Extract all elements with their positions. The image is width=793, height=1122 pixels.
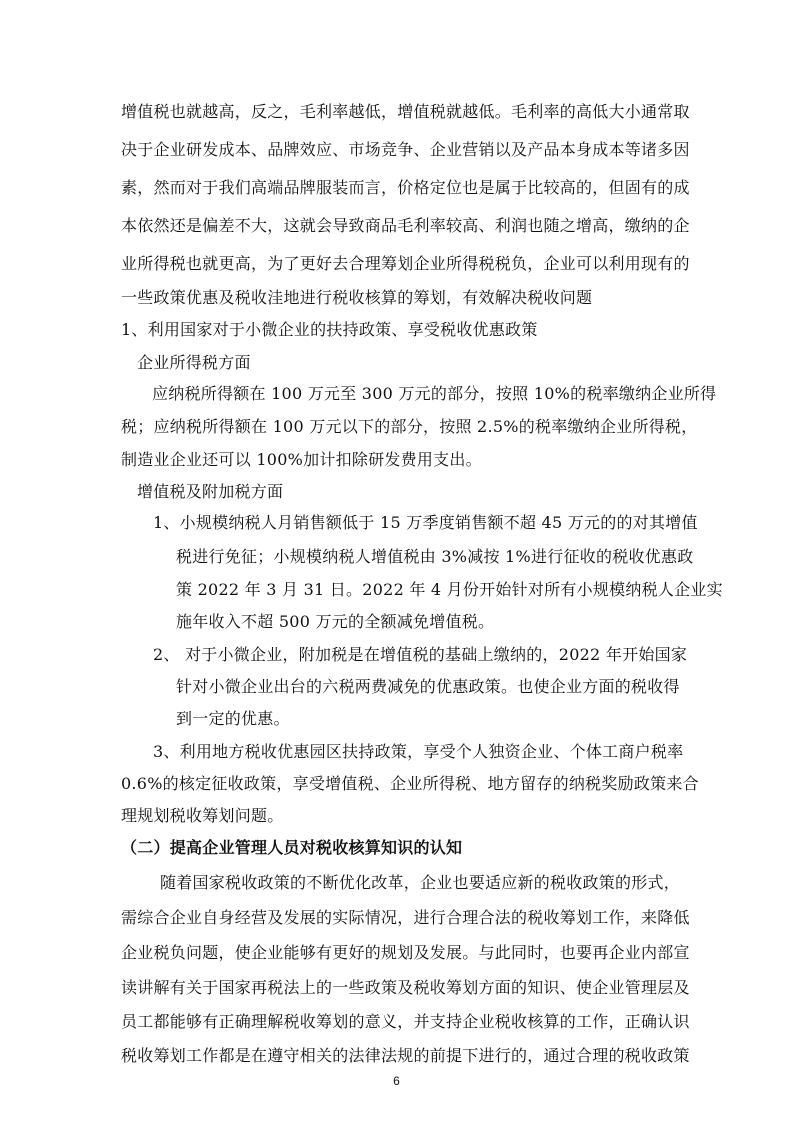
text-line: 业所得税也就更高，为了更好去合理筹划企业所得税税负，企业可以利用现有的 (121, 254, 690, 273)
chapter-heading: （二）提高企业管理人员对税收核算知识的认知 (121, 838, 463, 857)
text-line: 员工都能够有正确理解税收筹划的意义，并支持企业税收核算的工作，正确认识 (121, 1012, 690, 1031)
text-line: 税收筹划工作都是在遵守相关的法律法规的前提下进行的，通过合理的税收政策 (121, 1046, 690, 1065)
text-line: 决于企业研发成本、品牌效应、市场竞争、企业营销以及产品本身成本等诸多因 (121, 140, 690, 159)
text-line: 制造业企业还可以 100%加计扣除研发费用支出。 (121, 450, 482, 469)
text-line: 读讲解有关于国家再税法上的一些政策及税收筹划方面的知识、使企业管理层及 (121, 978, 690, 997)
text-line: 素，然而对于我们高端品牌服装而言，价格定位也是属于比较高的，但固有的成 (121, 178, 690, 197)
text-line: 3、利用地方税收优惠园区扶持政策，享受个人独资企业、个体工商户税率 (153, 742, 684, 761)
list-item-text: 施年收入不超 500 万元的全额减免增值税。 (176, 612, 495, 631)
sub-heading: 企业所得税方面 (137, 353, 251, 372)
text-line: 企业税负问题，使企业能够有更好的规划及发展。与此同时，也要再企业内部宣 (121, 943, 690, 962)
text-line: 一些政策优惠及税收洼地进行税收核算的筹划，有效解决税收问题 (121, 288, 593, 307)
text-line: 本依然还是偏差不大，这就会导致商品毛利率较高、利润也随之增高，缴纳的企 (121, 216, 690, 235)
text-line: 0.6%的核定征收政策，享受增值税、企业所得税、地方留存的纳税奖励政策来合 (121, 774, 699, 793)
text-line: 应纳税所得额在 100 万元至 300 万元的部分，按照 10%的税率缴纳企业所得 (152, 384, 717, 403)
text-line: 税；应纳税所得额在 100 万元以下的部分，按照 2.5%的税率缴纳企业所得税， (121, 417, 698, 436)
list-item-text: 到一定的优惠。 (176, 709, 290, 728)
list-item-text: 针对小微企业出台的六税两费减免的优惠政策。也使企业方面的税收得 (176, 677, 680, 696)
text-line: 增值税也就越高，反之，毛利率越低，增值税就越低。毛利率的高低大小通常取 (121, 102, 690, 121)
list-item-text: 策 2022 年 3 月 31 日。2022 年 4 月份开始针对所有小规模纳税人企业实 (176, 580, 723, 599)
text-line: 随着国家税收政策的不断优化改革，企业也要适应新的税收政策的形式， (160, 873, 681, 892)
list-item-text: 税进行免征；小规模纳税人增值税由 3%减按 1%进行征收的税收优惠政 (176, 547, 694, 566)
text-line: 理规划税收筹划问题。 (121, 806, 284, 825)
section-heading: 1、利用国家对于小微企业的扶持政策、享受税收优惠政策 (121, 320, 538, 339)
sub-heading: 增值税及附加税方面 (137, 482, 284, 501)
text-line: 需综合企业自身经营及发展的实际情况，进行合理合法的税收筹划工作，来降低 (121, 908, 690, 927)
page-number: 6 (393, 1074, 400, 1088)
list-item-text: 1、小规模纳税人月销售额低于 15 万季度销售额不超 45 万元的的对其增值 (153, 513, 698, 532)
list-item-text: 2、 对于小微企业，附加税是在增值税的基础上缴纳的，2022 年开始国家 (153, 645, 688, 664)
